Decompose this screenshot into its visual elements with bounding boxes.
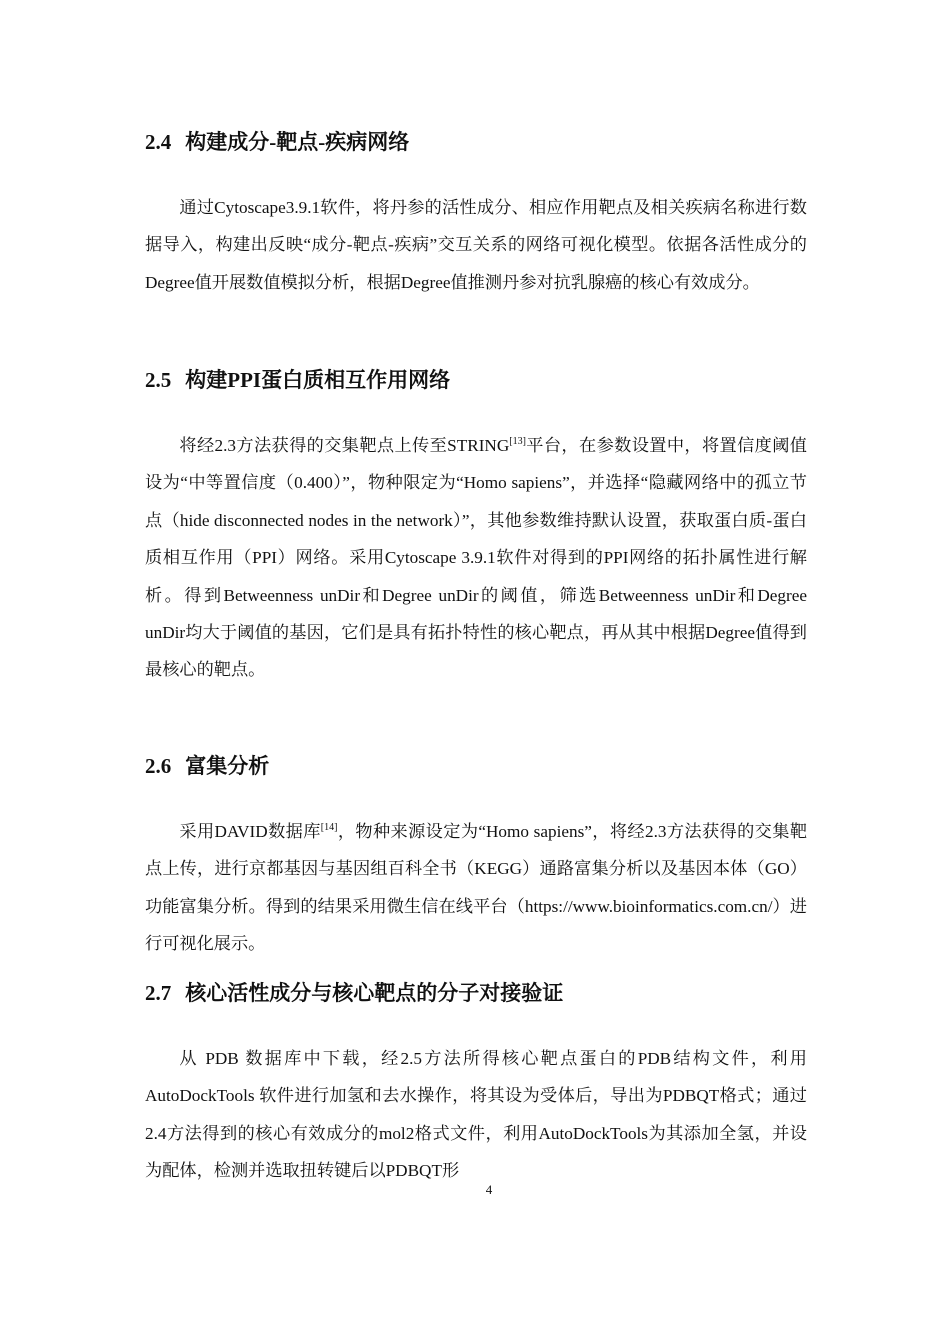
section-heading [145,366,807,394]
paragraph-text: 采用DAVID数据库 [179,822,321,841]
page-number: 4 [485,1182,493,1197]
section-number: 2.6 [145,754,172,778]
paragraph-text: ，物种来源设定为“Homo sapiens”，将经2.3方法获得的交集靶点上传，进行京都基因与基因组百科全书（KEGG）通路富集分析以及基因本体（GO）功能富集分析。得到的结果采用微生信在线平台（https://www.bioinformatics.com.cn/）进行可视化展示。 [145,822,808,954]
section-title: 富集分析 [185,754,270,778]
citation-reference: [13] [509,436,526,447]
section-number: 2.7 [145,981,172,1005]
section-title: 构建PPI蛋白质相互作用网络 [185,368,451,392]
section-2-4 [145,128,807,301]
section-heading [145,128,807,156]
section-2-5 [145,366,807,689]
paragraph-text: 平台，在参数设置中，将置信度阈值设为“中等置信度（0.400）”，物种限定为“Homo sapiens”，并选择“隐藏网络中的孤立节点（hide disconnected nodes in the network）”，其他参数维持默认设置，获取蛋白质-蛋白质相互作用（PPI）网络。采用Cytoscape 3.9.1软件对得到的PPI网络的拓扑属性进行解析。得到Betweenness unDir和Degree unDir的阈值，筛选Betweenness unDir和Degree unDir均大于阈值的基因，它们是具有拓扑特性的核心靶点，再从其中根据Degree值得到最核心的靶点。 [145,436,807,680]
citation-reference: [14] [320,822,338,833]
section-2-7 [145,979,807,1190]
section-title: 核心活性成分与核心靶点的分子对接验证 [185,981,564,1005]
section-paragraph [145,427,807,689]
section-title: 构建成分-靶点-疾病网络 [185,130,410,154]
section-paragraph [145,813,807,963]
section-number: 2.4 [145,130,172,154]
section-heading [145,752,807,780]
section-paragraph: 从 PDB 数据库中下载，经2.5方法所得核心靶点蛋白的PDB结构文件，利用 AutoDockTools 软件进行加氢和去水操作，将其设为受体后，导出为PDBQT格式；通过2.4方法得到的核心有效成分的mol2格式文件，利用AutoDockTools为其添加全氢，并设为配体，检测并选取扭转键后以PDBQT形 [145,1049,807,1181]
section-2-6 [145,752,807,963]
section-number: 2.5 [145,368,172,392]
section-paragraph: 通过Cytoscape3.9.1软件，将丹参的活性成分、相应作用靶点及相关疾病名称进行数据导入，构建出反映“成分-靶点-疾病”交互关系的网络可视化模型。依据各活性成分的Degree值开展数值模拟分析，根据Degree值推测丹参对抗乳腺癌的核心有效成分。 [145,198,807,292]
paragraph-text: 将经2.3方法获得的交集靶点上传至STRING [179,436,510,455]
section-heading [145,979,807,1007]
